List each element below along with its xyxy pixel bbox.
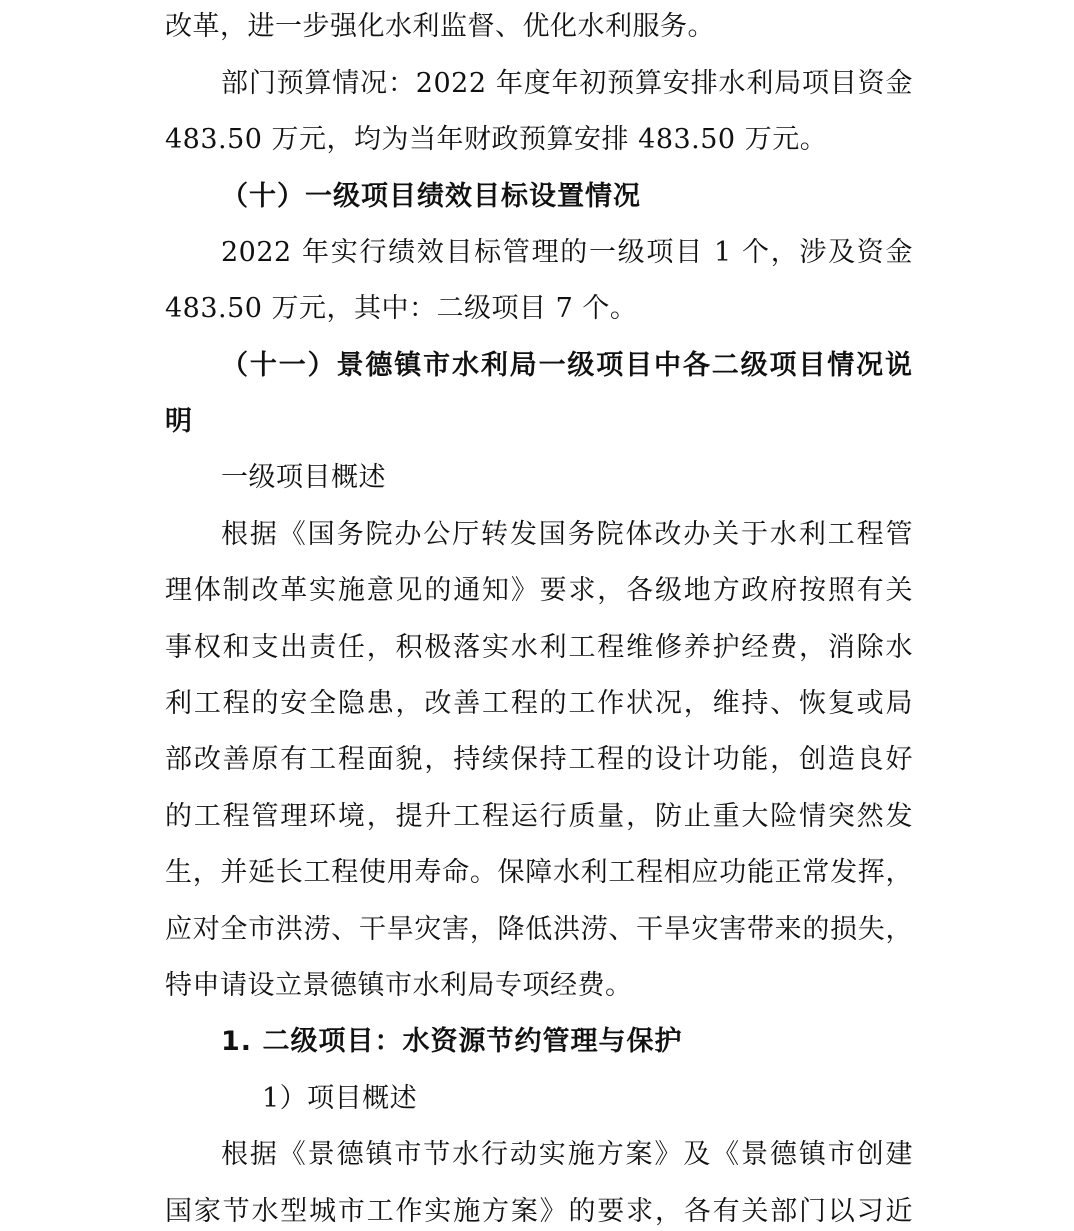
paragraph-line: 国家节水型城市工作实施方案》的要求，各有关部门以习近	[165, 1196, 913, 1227]
subheading: 1）项目概述	[262, 1083, 418, 1114]
paragraph-line: 2022 年实行绩效目标管理的一级项目 1 个，涉及资金	[221, 237, 913, 268]
paragraph-line: 483.50 万元，其中：二级项目 7 个。	[165, 293, 638, 324]
paragraph-line: 根据《国务院办公厅转发国务院体改办关于水利工程管	[221, 519, 913, 550]
paragraph-line: 特申请设立景德镇市水利局专项经费。	[165, 970, 633, 1001]
paragraph-line: 部门预算情况：2022 年度年初预算安排水利局项目资金	[221, 68, 913, 99]
paragraph-line: 的工程管理环境，提升工程运行质量，防止重大险情突然发	[165, 801, 913, 832]
paragraph-line: 事权和支出责任，积极落实水利工程维修养护经费，消除水	[165, 632, 913, 663]
paragraph-line: 理体制改革实施意见的通知》要求，各级地方政府按照有关	[165, 575, 913, 606]
paragraph-line: 根据《景德镇市节水行动实施方案》及《景德镇市创建	[221, 1139, 913, 1170]
subheading: 一级项目概述	[221, 462, 386, 493]
paragraph-line: 应对全市洪涝、干旱灾害，降低洪涝、干旱灾害带来的损失，	[165, 914, 913, 945]
section-heading-continued: 明	[165, 406, 193, 437]
paragraph-line: 部改善原有工程面貌，持续保持工程的设计功能，创造良好	[165, 744, 913, 775]
paragraph-line: 改革，进一步强化水利监督、优化水利服务。	[165, 11, 715, 42]
paragraph-line: 483.50 万元，均为当年财政预算安排 483.50 万元。	[165, 124, 828, 155]
paragraph-line: 利工程的安全隐患，改善工程的工作状况，维持、恢复或局	[165, 688, 913, 719]
section-heading: （十）一级项目绩效目标设置情况	[221, 181, 641, 212]
paragraph-line: 生，并延长工程使用寿命。保障水利工程相应功能正常发挥，	[165, 857, 913, 888]
section-heading: （十一）景德镇市水利局一级项目中各二级项目情况说	[221, 350, 913, 381]
section-heading: 1. 二级项目：水资源节约管理与保护	[221, 1026, 683, 1057]
